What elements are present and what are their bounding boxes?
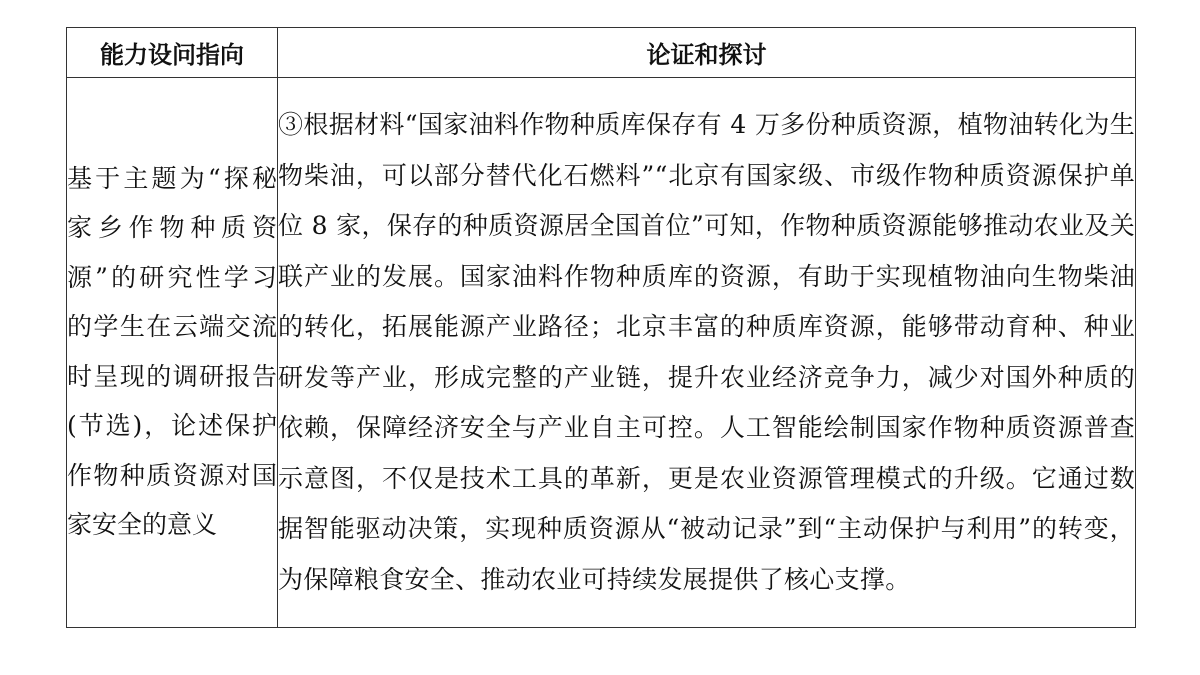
header-ability-direction: 能力设问指向 (67, 28, 278, 78)
argument-text: ③根据材料“国家油料作物种质库保存有 4 万多份种质资源，植物油转化为生物柴油，可以部分替代化石燃料”“北京有国家级、市级作物种质资源保护单位 8 家，保存的种质资源居全国首位”可知，作物种质资源能够推动农业及关联产业的发展。国家油料作物种质库的资源，有助于实现植物油向生物柴油的转化，拓展能源产业路径；北京丰富的种质库资源，能够带动育种、种业研发等产业，形成完整的产业链，提升农业经济竞争力，减少对国外种质的依赖，保障经济安全与产业自主可控。人工智能绘制国家作物种质资源普查示意图，不仅是技术工具的革新，更是农业资源管理模式的升级。它通过数据智能驱动决策，实现种质资源从“被动记录”到“主动保护与利用”的转变，为保障粮食安全、推动农业可持续发展提供了核心支撑。 (278, 110, 1135, 594)
header-argument-discussion: 论证和探讨 (278, 28, 1136, 78)
question-direction-text: 基于主题为“探秘家乡作物种质资源”的研究性学习的学生在云端交流时呈现的调研报告(节选)，论述保护作物种质资源对国家安全的意义 (67, 163, 277, 539)
table-row (67, 78, 1136, 628)
argument-table (66, 27, 1136, 628)
right-cell (278, 78, 1136, 628)
left-cell (67, 78, 278, 628)
table-header-row (67, 28, 1136, 78)
